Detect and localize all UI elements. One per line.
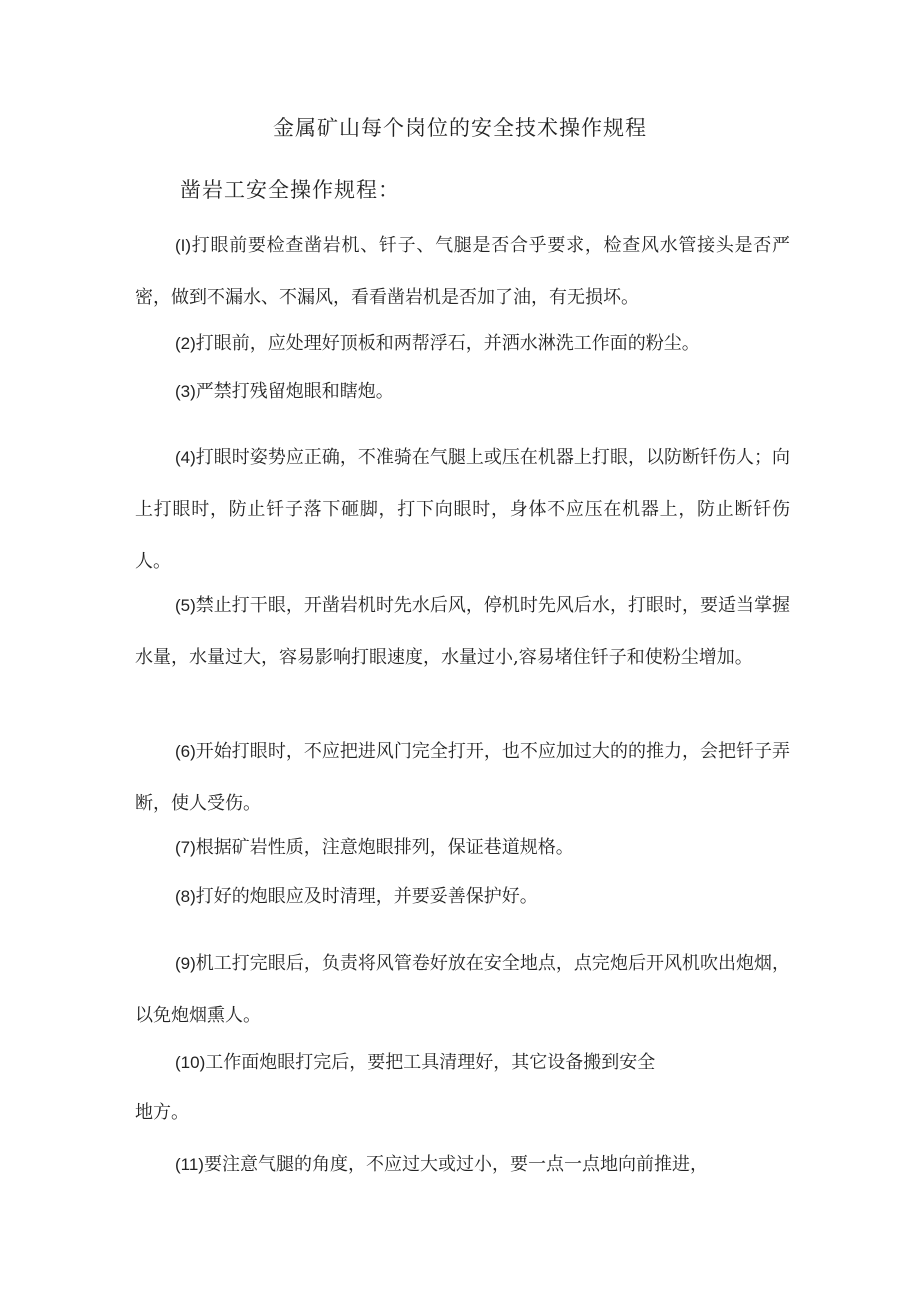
rule-paragraph [135, 432, 790, 588]
rule-paragraph [135, 318, 790, 370]
document-title: 金属矿山每个岗位的安全技术操作规程 [273, 116, 647, 140]
rule-text: 严禁打残留炮眼和瞎炮。 [195, 381, 394, 402]
section-heading: 凿岩工安全操作规程： [180, 178, 400, 202]
rule-text: 打眼前，应处理好顶板和两帮浮石，并洒水淋洗工作面的粉尘。 [195, 333, 700, 354]
rule-number: (4) [175, 448, 196, 467]
rule-number: (2) [175, 334, 196, 353]
rule-text: 禁止打干眼，开凿岩机时先水后风，停机时先风后水，打眼时，要适当掌握水量，水量过大，容易影响打眼速度，水量过小,容易堵住钎子和使粉尘增加。 [135, 595, 790, 668]
rule-paragraph [135, 822, 790, 874]
rule-text: 机工打完眼后，负责将风管卷好放在安全地点，点完炮后开风机吹出炮烟，以免炮烟熏人。 [135, 953, 790, 1026]
rule-text: 地方。 [135, 1102, 189, 1123]
rule-number: (6) [175, 742, 196, 761]
rule-paragraph [135, 220, 790, 324]
rule-paragraph [135, 871, 790, 923]
rule-number: (10) [175, 1053, 206, 1072]
rule-text: 打眼前要检查凿岩机、钎子、气腿是否合乎要求，检查风水管接头是否严密，做到不漏水、不漏风，看看凿岩机是否加了油，有无损坏。 [135, 235, 790, 308]
rule-paragraph [135, 1139, 790, 1191]
rule-text: 开始打眼时，不应把进风门完全打开，也不应加过大的的推力，会把钎子弄断，使人受伤。 [135, 741, 790, 814]
rule-number: (9) [175, 954, 196, 973]
rule-number: (7) [175, 838, 196, 857]
rule-paragraph [135, 366, 790, 418]
rule-number: (3) [175, 382, 196, 401]
rule-paragraph [135, 726, 790, 830]
rule-number: (5) [175, 596, 196, 615]
rule-text: 打眼时姿势应正确，不准骑在气腿上或压在机器上打眼，以防断钎伤人；向上打眼时，防止钎子落下砸脚，打下向眼时，身体不应压在机器上，防止断钎伤人。 [135, 447, 790, 572]
rule-number: (I) [175, 236, 192, 255]
rule-number: (11) [175, 1155, 204, 1174]
rule-paragraph-continuation [135, 1087, 790, 1139]
rule-text: 打好的炮眼应及时清理，并要妥善保护好。 [195, 886, 538, 907]
rule-number: (8) [175, 887, 196, 906]
rule-text: 工作面炮眼打完后，要把工具清理好，其它设备搬到安全 [205, 1052, 656, 1073]
rule-paragraph [135, 938, 790, 1042]
rule-paragraph [135, 1037, 790, 1089]
rule-text: 要注意气腿的角度，不应过大或过小，要一点一点地向前推进， [203, 1154, 708, 1175]
rule-text: 根据矿岩性质，注意炮眼排列，保证巷道规格。 [195, 837, 574, 858]
rule-paragraph [135, 580, 790, 684]
